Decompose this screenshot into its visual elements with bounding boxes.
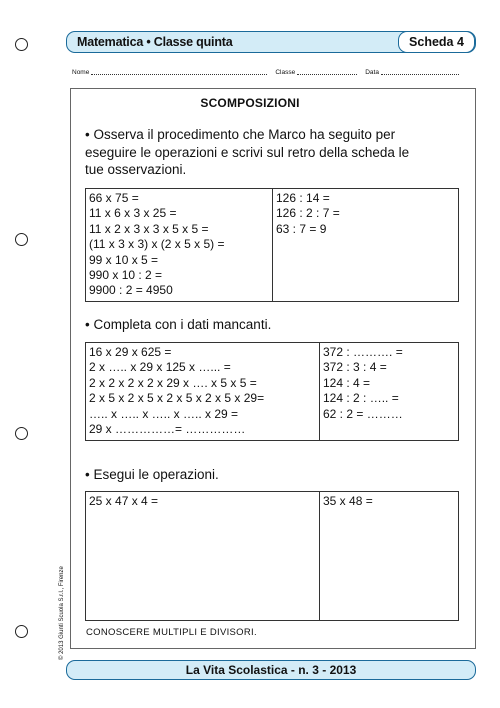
binder-hole-4: [15, 625, 28, 638]
math-line: 35 x 48 =: [323, 494, 373, 508]
math-line: 11 x 2 x 3 x 3 x 5 x 5 =: [89, 221, 209, 236]
binder-hole-2: [15, 233, 28, 246]
instruction-3: • Esegui le operazioni.: [85, 467, 219, 482]
exercise-3-right[interactable]: [319, 492, 458, 620]
math-line: 62 : 2 = ………: [323, 406, 403, 421]
math-line: 16 x 29 x 625 =: [89, 345, 172, 359]
exercise-box-3: [85, 491, 459, 621]
binder-hole-1: [15, 38, 28, 51]
data-label: Data: [365, 69, 379, 76]
math-line: 124 : 4 =: [323, 375, 371, 390]
math-line: 372 : 3 : 4 =: [323, 360, 387, 375]
math-line: 9900 : 2 = 4950: [89, 283, 173, 298]
classe-label: Classe: [275, 69, 296, 76]
math-line: 372 : ………. =: [323, 345, 403, 359]
exercise-2-right: [319, 343, 458, 440]
worksheet-title: SCOMPOSIZIONI: [200, 96, 300, 110]
math-line: 99 x 10 x 5 =: [89, 252, 159, 267]
nome-label: Nome: [72, 69, 90, 76]
learning-objective: CONOSCERE MULTIPLI E DIVISORI.: [86, 627, 257, 638]
classe-field[interactable]: [297, 68, 357, 75]
exercise-box-1: [85, 188, 459, 302]
math-line: (11 x 3 x 3) x (2 x 5 x 5) =: [89, 237, 225, 252]
copyright-notice: © 2013 Giunti Scuola S.r.l., Firenze: [59, 566, 65, 660]
math-line: ….. x ….. x ….. x ….. x 29 =: [89, 406, 239, 421]
math-line: 126 : 2 : 7 =: [276, 206, 340, 221]
math-line: 2 x 5 x 2 x 5 x 2 x 5 x 2 x 5 x 29=: [89, 391, 265, 406]
data-field[interactable]: [381, 68, 459, 75]
header-bar: [66, 31, 476, 53]
math-line: 990 x 10 : 2 =: [89, 268, 163, 283]
scheda-badge: Scheda 4: [398, 31, 475, 53]
math-line: 126 : 14 =: [276, 191, 330, 205]
header-title: Matematica • Classe quinta: [77, 35, 233, 49]
exercise-2-left: [86, 343, 319, 440]
math-line: 2 x 2 x 2 x 2 x 29 x …. x 5 x 5 =: [89, 375, 257, 390]
math-line: 11 x 6 x 3 x 25 =: [89, 206, 177, 221]
math-line: 124 : 2 : ….. =: [323, 391, 399, 406]
instruction-2: • Completa con i dati mancanti.: [85, 317, 272, 332]
math-line: 63 : 7 = 9: [276, 221, 327, 236]
footer-bar: La Vita Scolastica - n. 3 - 2013: [66, 660, 476, 680]
exercise-1-left: [86, 189, 272, 301]
math-line: 29 x ……………= ……………: [89, 422, 246, 437]
exercise-1-right: [272, 189, 458, 301]
instruction-1: • Osserva il procedimento che Marco ha seguito per eseguire le operazioni e scrivi sul retro della scheda le tue osservazioni.: [85, 127, 410, 177]
math-line: 66 x 75 =: [89, 191, 139, 205]
exercise-box-2: [85, 342, 459, 441]
student-info-row: [72, 68, 472, 76]
binder-hole-3: [15, 427, 28, 440]
math-line: 2 x ….. x 29 x 125 x …... =: [89, 360, 231, 375]
math-line: 25 x 47 x 4 =: [89, 494, 159, 508]
exercise-3-left[interactable]: [86, 492, 319, 620]
nome-field[interactable]: [91, 68, 267, 75]
